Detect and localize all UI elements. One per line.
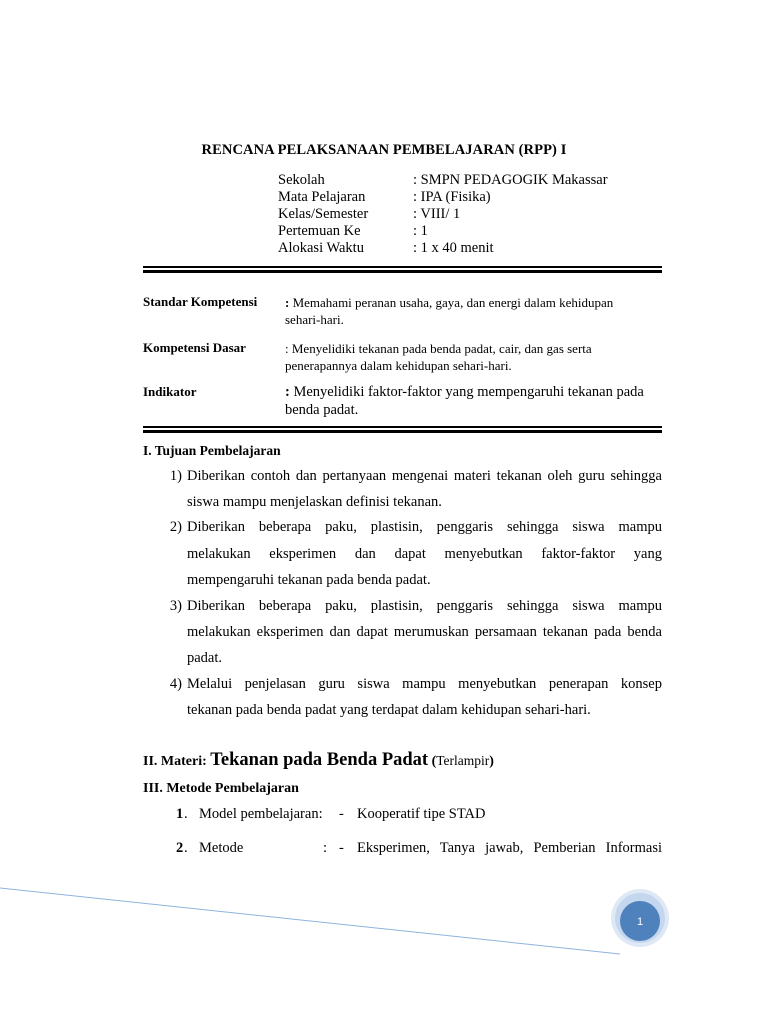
metode-value: Kooperatif tipe STAD	[357, 806, 486, 822]
objective-number: 1)	[169, 468, 182, 484]
indikator-label: Indikator	[143, 384, 197, 399]
metode-number: 1	[176, 806, 184, 822]
objective-line: melakukan eksperimen dan dapat merumuskan persamaan tekanan pada benda	[187, 624, 662, 640]
info-label: Pertemuan Ke	[278, 223, 361, 239]
metode-label: Metode	[199, 840, 244, 856]
kd-line: : Menyelidiki tekanan pada benda padat, cair, dan gas serta	[285, 341, 592, 356]
info-value: : IPA (Fisika)	[413, 189, 491, 205]
metode-dot: .	[184, 806, 188, 822]
info-label: Mata Pelajaran	[278, 189, 366, 205]
divider-rule	[143, 426, 662, 428]
kd-label: Kompetensi Dasar	[143, 340, 246, 355]
page-number: 1	[636, 916, 644, 928]
section-heading-metode: III. Metode Pembelajaran	[143, 781, 299, 796]
materi-topic: Tekanan pada Benda Padat	[210, 750, 429, 770]
document-title: RENCANA PELAKSANAAN PEMBELAJARAN (RPP) I	[201, 142, 567, 158]
indikator-text	[285, 383, 662, 419]
kd-text	[285, 340, 662, 374]
section-heading-tujuan: I. Tujuan Pembelajaran	[143, 443, 281, 458]
objective-line: Diberikan contoh dan pertanyaan mengenai materi tekanan oleh guru sehingga	[187, 468, 662, 484]
info-label: Alokasi Waktu	[278, 240, 364, 256]
metode-label: Model pembelajaran:	[199, 806, 323, 822]
info-value: : 1 x 40 menit	[413, 240, 494, 256]
info-value: : SMPN PEDAGOGIK Makassar	[413, 172, 608, 188]
indikator-line: Menyelidiki faktor-faktor yang mempengaruhi tekanan pada	[293, 384, 644, 400]
objective-line: melakukan eksperimen dan dapat menyebutkan faktor-faktor yang	[187, 546, 662, 562]
indikator-colon: :	[285, 384, 290, 400]
sk-line: Memahami peranan usaha, gaya, dan energi dalam kehidupan	[292, 295, 614, 310]
objective-number: 3)	[169, 598, 182, 614]
metode-dash: -	[339, 806, 344, 822]
sk-label: Standar Kompetensi	[143, 294, 258, 309]
metode-row-model	[0, 806, 768, 826]
objective-line: Diberikan beberapa paku, plastisin, penggaris sehingga siswa mampu	[187, 519, 662, 535]
metode-colon: :	[323, 840, 328, 856]
materi-paren-close: )	[489, 754, 494, 769]
info-label: Sekolah	[278, 172, 325, 188]
objective-line: tekanan pada benda padat yang terdapat dalam kehidupan sehari-hari.	[187, 702, 591, 718]
kd-line: penerapannya dalam kehidupan sehari-hari.	[285, 358, 512, 373]
objective-line: siswa mampu menjelaskan definisi tekanan.	[187, 494, 442, 510]
objective-number: 2)	[169, 519, 182, 535]
sk-line: sehari-hari.	[285, 312, 344, 327]
objective-line: padat.	[187, 650, 223, 666]
info-label: Kelas/Semester	[278, 206, 369, 222]
metode-row-metode	[0, 840, 768, 860]
indikator-line: benda padat.	[285, 402, 359, 418]
materi-paren-open: (	[428, 754, 437, 769]
sk-colon: :	[285, 295, 290, 310]
metode-number: 2	[176, 840, 184, 856]
materi-label: II. Materi:	[143, 754, 211, 769]
objective-number: 4)	[169, 676, 182, 692]
sk-text	[285, 294, 662, 328]
divider-rule	[143, 430, 662, 433]
footer-curve-line	[0, 888, 620, 954]
materi-note: Terlampir	[436, 753, 490, 768]
objective-line: mempengaruhi tekanan pada benda padat.	[187, 572, 431, 588]
info-value: : VIII/ 1	[413, 206, 461, 222]
info-value: : 1	[413, 223, 428, 239]
page-number-badge	[610, 888, 670, 948]
divider-rule	[143, 270, 662, 273]
materi-line	[143, 750, 494, 771]
metode-dash: -	[339, 840, 344, 856]
objective-line: Melalui penjelasan guru siswa mampu menyebutkan penerapan konsep	[187, 676, 662, 692]
metode-value: Eksperimen, Tanya jawab, Pemberian Informasi	[357, 840, 662, 856]
divider-rule	[143, 266, 662, 268]
metode-dot: .	[184, 840, 188, 856]
objective-line: Diberikan beberapa paku, plastisin, penggaris sehingga siswa mampu	[187, 598, 662, 614]
